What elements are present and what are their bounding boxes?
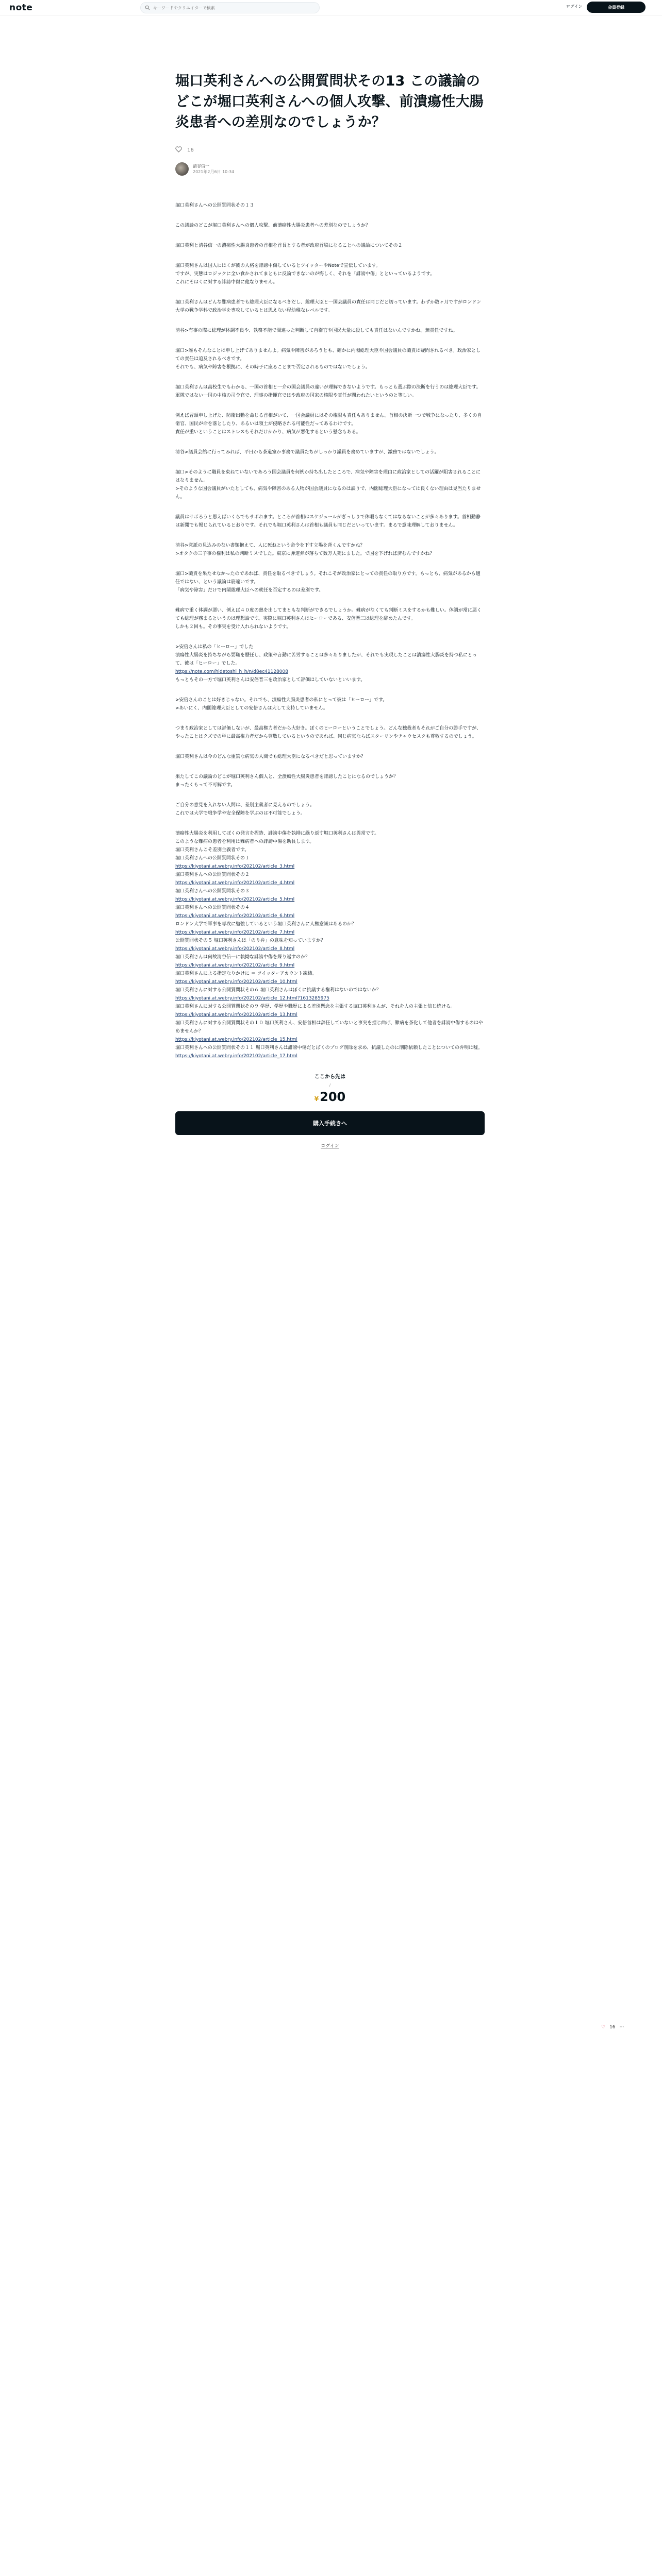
article-paragraph: つまり政治家としては評価しないが、最高権力者だから大好き。ぼくのヒーローということでしょう。どんな独裁者もそれがご自分の勝手ですが、やったことはクズでの単に最高権力者だから尊敬しているというのであれば、同じ病気ならばスターリンやチャウセスクも尊敬するのでしょう。: [175, 726, 482, 739]
more-icon[interactable]: ⋯: [619, 2025, 624, 2030]
article-paragraph: 例えば冒頭申し上げた、防衛出動を命じる首相がいて、一国会議員にはその権限も責任もありません。首相の決断一つで戦争になったり、多くの自衛官、国民が命を落としたり、あるいは領土が侵略される可能性だってあるわけです。 責任が重いということはストレスもそれだけかかり、病気が悪化するという懸念もある。: [175, 413, 482, 435]
buy-button[interactable]: 購入手続きへ: [175, 1111, 485, 1135]
article-paragraph: 堀口英利と清谷信一の潰瘍性大腸炎患者の首相を首長とする者が政府首脳になることへの議論についてその２: [175, 243, 403, 248]
article-paragraph: 果たしてこの議論のどこが堀口英利さん個人と、全潰瘍性大腸炎患者を誹謗したことになるのでしょうか？ まったくもって不可解です。: [175, 774, 399, 788]
article-paragraph: >安倍さんのことは好きじゃない。それでも、潰瘍性大腸炎患者の私にとって彼は「ヒーロー」です。 >あいにく、内閣総理大臣としての安倍さんは大して支持していません。: [175, 698, 388, 711]
article-link[interactable]: https://kiyotani.at.webry.info/202102/article_8.html: [175, 946, 295, 952]
author-row[interactable]: [175, 162, 485, 176]
article-link[interactable]: https://kiyotani.at.webry.info/202102/article_9.html: [175, 963, 295, 968]
author-name[interactable]: 清谷信一: [193, 164, 209, 168]
article-paragraph: 難病で重く体調が悪い、例えば４０度の熱を出してまともな判断ができるでしょうか。難病がなくても判断ミスをするかも難しい。体調が常に悪くても総理が務まるというのは理想論です。実際に堀口英利さんはヒーローである、安倍晋三は総理を辞めたんです。 しかも２回も。その事実を受け入れられないようです。: [175, 608, 482, 630]
article-paragraph: 堀口英利さんは高校生でもわかる、一国の首相と一介の国会議員の違いが理解できないようです。もっとも選ぶ際の決断を行うのは総理大臣です。軍隊ではない一国の中核の司令官で、理事の指揮官ではや政府の国家の権限や責任が問われたいというのと等しい。: [175, 385, 481, 398]
author-meta: [193, 163, 234, 175]
paywall-heading: ここから先は: [315, 1074, 345, 1080]
search-icon: [145, 5, 150, 10]
article-paragraph: 堀口英利さんは今のどんな重篤な病気の人間でも総理大臣になるべきだと思っていますか？: [175, 754, 366, 759]
article-paragraph: 堀口英利さんは国人にはくが彼の人格を誹謗中傷しているとツイッターやNoteで宣伝しています。 ですが、実態はロジックに全い食かされてまともに反論できないのが悔しく、それを「誹謗中傷」とといっているようです。 これにそはくに対する誹謗中傷に他なりません。: [175, 263, 435, 285]
article-paragraph: 堀口>職責を果たせなかったのであれば、責任を取るべきでしょう。それこそが政治家にとっての責任の取り方です。もっとも、病気があるから適任ではない、という議論は筋違いです。 「病気や障害」だけで内閣総理大臣への就任を否定するのは差別です。: [175, 571, 481, 593]
article-link[interactable]: https://kiyotani.at.webry.info/202102/article_17.html: [175, 1054, 297, 1059]
article-link[interactable]: https://kiyotani.at.webry.info/202102/article_13.html: [175, 1012, 297, 1018]
post-date: 2021年2月6日 10:34: [193, 170, 235, 174]
article-link[interactable]: https://kiyotani.at.webry.info/202102/article_10.html: [175, 979, 297, 985]
heart-icon[interactable]: ♡: [601, 2025, 606, 2030]
article-paragraph: 堀口英利さんはどんな難病患者でも総理大臣になるべきだし、総理大臣と一国会議員の責任は同じだと切っています。わずか数ヶ月ですがロンドン大学の戦争学科で政治学を専攻しているとは思えない程幼稚なレベルです。: [175, 300, 482, 313]
article-paragraph: 潰瘍性大腸炎を利用してぼくの発言を捏造、誹謗中傷を執拗に繰り返す堀口英利さんは異常です。 このような難病の患者を利用は難病者への誹謗中傷を助長します。 堀口英利さんこそ差別主義者です。 堀口英利さんへの公開質問状その１ https://kiyotani.at.webry.info/202102/article_3.html 堀口英利さんへの公開質問状その２ https://kiyotani.at.webry.info/202102/article_4.html 堀口英利さんへの公開質問状その３ https://kiyotani.at.webry.info/202102/article_5.html 堀口英利さんへの公開質問状その４ https://kiyotani.at.webry.info/202102/article_6.html ロンドン大学で軍事を専攻に勉強しているという堀口英利さんに人権意識はあるのか？ https://kiyotani.at.webry.info/202102/article_7.html 公開質問状その５ 堀口英利さんは「のり弁」の意味を知っていますか？ https://kiyotani.at.webry.info/202102/article_8.html 堀口英利さんは何故清谷信一に執拗な誹謗中傷を繰り返すのか？ https://kiyotani.at.webry.info/202102/article_9.html 堀口英利さんによる指定なりかけに ＝ ツイッターアカウント凍結。 https://kiyotani.at.webry.info/202102/article_10.html 堀口英利さんに対する公開質問状その６ 堀口英利さんはぼくに抗議する権利はないのではないか？ https://kiyotani.at.webry.info/202102/article_12.html?1613285975 堀口英利さんに対する公開質問状その９ 学歴、学歴や職歴による差別懸念を主張する堀口英利さんが、それを人の主張と信じ続ける。 https://kiyotani.at.webry.info/202102/article_13.html 堀口英利さんに対する公開質問状その１０ 堀口英利さん、安倍首相は辞任していないと事実を捏じ曲げ、難病を茶化して他者を誹謗中傷するのはやめませんか？ https://kiyotani.at.webry.info/202102/article_15.html 堀口英利さんへの公開質問状その１１ 堀口英利さんは誹謗中傷だとぼくのブログ削除を求め、抗議したのに削除依頼したことについての弁明は嘘。 https://kiyotani.at.webry.info/202102/article_17.html: [175, 831, 484, 1059]
article-paragraph: ご自分の意見を入れない人間は、差別主義者に見えるのでしょう。 これでは大学で戦争学や安全保障を学ぶのは不可能でしょう。: [175, 803, 315, 816]
price-value: 200: [320, 1090, 346, 1104]
price: [175, 1090, 485, 1104]
side-like-widget[interactable]: [601, 2025, 624, 2030]
article-link[interactable]: https://kiyotani.at.webry.info/202102/article_12.html?1613285975: [175, 996, 329, 1001]
yen-icon: ¥: [314, 1095, 319, 1103]
article-link[interactable]: https://note.com/hidetoshi_h_h/n/d8ec41128008: [175, 669, 288, 674]
article-paragraph: この議論のどこが堀口英利さんへの個人攻撃、前潰瘍性大腸炎患者への差別なのでしょうか？: [175, 223, 370, 228]
article-paragraph: 堀口>そのように職員を束ねていないであろう国会議員を何例か持ち出したところで、病気や障害を理由に政治家としての活躍が阻害されることにはなりません。 >そのような国会議員がいたとしても、病気や障害のある人物が国会議員になるのは誤りで、内閣総理大臣になっては良くない理由は見当たりません。: [175, 470, 481, 500]
avatar[interactable]: [175, 162, 189, 176]
side-likes-count: 16: [609, 2025, 616, 2030]
search-box[interactable]: [140, 2, 320, 13]
top-header: [0, 0, 662, 15]
price-label: /: [329, 1083, 331, 1088]
article-link[interactable]: https://kiyotani.at.webry.info/202102/article_7.html: [175, 930, 295, 935]
article-paragraph: 議員はサボろうと思えばいくらでもサボれます。ところが首相はスケジュールがぎっしりで休暇もなくてはならないことが多々あります。首相動静は新聞でも報じられているとおりです。それでも堀口英利さんは首相も議員も同じだといっています。まるで意味理解しておりません。: [175, 515, 481, 528]
paywall: [175, 1072, 485, 1149]
signup-button[interactable]: 会員登録: [587, 2, 646, 13]
title-likes-count: 16: [187, 147, 194, 153]
article-link[interactable]: https://kiyotani.at.webry.info/202102/article_4.html: [175, 880, 295, 886]
title-likes: [175, 146, 485, 154]
login-link[interactable]: ログイン: [566, 4, 583, 9]
article-link[interactable]: https://kiyotani.at.webry.info/202102/article_5.html: [175, 897, 295, 902]
article-link[interactable]: https://kiyotani.at.webry.info/202102/article_3.html: [175, 864, 295, 869]
paywall-login-link[interactable]: ログイン: [321, 1144, 339, 1149]
article-paragraph: 清谷>党派の見込みのない書類抱えて、人に死ねという命令を下す立場を背くんですかね？ >オタクの三子事の権利は私の判断ミスでした。東京に弾道弾が落ちて数万人死にました。で国を下げれば済むんですかね？: [175, 543, 435, 556]
heart-icon[interactable]: [175, 146, 182, 154]
article-paragraph: >安倍さんは私の「ヒーロー」でした 潰瘍性大腸炎を持ちながら要職を歴任し、政策や言動に苦労することは多々ありましたが、それでも実現したことは潰瘍性大腸炎を持つ私にとって、彼は「ヒーロー」でした。 https://note.com/hidetoshi_h_h/n/d8ec41128008 もっともその一方で堀口英利さんは安倍晋三を政治家として評価はしていないといいます。: [175, 645, 477, 683]
article-title: 堀口英利さんへの公開質問状その13 この議論のどこが堀口英利さんへの個人攻撃、前潰瘍性大腸炎患者への差別なのでしょうか？: [175, 73, 484, 130]
search-input[interactable]: [153, 6, 308, 10]
article-paragraph: 清谷>議員会館に行ってみれば、平日から茶道室か事務で議員たちがしっかり議員を務めていますが、激務ではないでしょう。: [175, 450, 439, 455]
article-paragraph: 堀口英利さんへの公開質問状その１３: [175, 203, 254, 208]
article-paragraph: 清谷>有事の際に総理が体調不良や、執務不能で間違った判断して自衛官や国民大量に殺しても責任はないんですかね。無責任ですね。: [175, 328, 458, 333]
article-paragraph: 堀口>誰もそんなことは申し上げてありませんよ。病気や障害があろうとも、確かに内閣総理大臣や国会議員の職責は疑問されるべき。政治家としての責任は追及されるべきです。 それでも、病気や障害を根拠に、その時子に座ることまで否定されるものではないでしょう。: [175, 348, 481, 370]
article-link[interactable]: https://kiyotani.at.webry.info/202102/article_6.html: [175, 913, 295, 919]
article-body: [175, 201, 485, 1060]
article: [175, 71, 485, 1149]
article-link[interactable]: https://kiyotani.at.webry.info/202102/article_15.html: [175, 1037, 297, 1042]
note-logo[interactable]: note: [9, 3, 33, 13]
